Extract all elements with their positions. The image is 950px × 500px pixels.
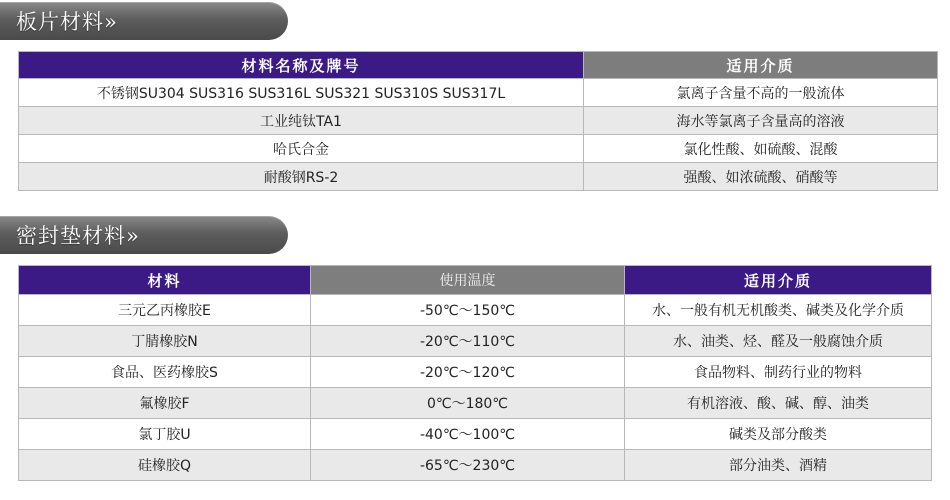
table-row: [19, 107, 938, 135]
cell-medium: 碱类及部分酸类: [625, 419, 932, 450]
cell-medium: 部分油类、酒精: [625, 450, 932, 481]
cell-medium: 强酸、如浓硫酸、硝酸等: [584, 163, 938, 191]
cell-material: 氯丁胶U: [19, 419, 311, 450]
table-header-row: [19, 266, 932, 295]
cell-material: 不锈钢SU304 SUS316 SUS316L SUS321 SUS310S SUS317L: [19, 79, 584, 107]
cell-medium: 氯化性酸、如硫酸、混酸: [584, 135, 938, 163]
table-row: [19, 326, 932, 357]
section-title-plate: 板片材料»: [16, 10, 118, 34]
cell-material: 食品、医药橡胶S: [19, 357, 311, 388]
cell-temperature: 0℃～180℃: [311, 388, 625, 419]
table-row: [19, 357, 932, 388]
cell-temperature: -40℃～100℃: [311, 419, 625, 450]
table-row: [19, 419, 932, 450]
table-row: [19, 135, 938, 163]
table-row: [19, 79, 938, 107]
cell-material: 三元乙丙橡胶E: [19, 295, 311, 326]
cell-medium: 水、油类、烃、醛及一般腐蚀介质: [625, 326, 932, 357]
cell-medium: 食品物料、制药行业的物料: [625, 357, 932, 388]
header-applicable-medium: 适用介质: [584, 52, 938, 79]
table-row: [19, 163, 938, 191]
cell-material: 丁腈橡胶N: [19, 326, 311, 357]
table-row: [19, 295, 932, 326]
cell-material: 工业纯钛TA1: [19, 107, 584, 135]
table-header-row: [19, 52, 938, 79]
header-applicable-medium: 适用介质: [625, 266, 932, 295]
header-material: 材料: [19, 266, 311, 295]
plate-materials-table: [18, 51, 938, 191]
section-tab-gasket-materials: [0, 216, 288, 254]
cell-temperature: -65℃～230℃: [311, 450, 625, 481]
cell-temperature: -20℃～110℃: [311, 326, 625, 357]
cell-medium: 水、一般有机无机酸类、碱类及化学介质: [625, 295, 932, 326]
cell-material: 耐酸钢RS-2: [19, 163, 584, 191]
cell-material: 哈氏合金: [19, 135, 584, 163]
gasket-materials-table: [18, 265, 932, 481]
section-tab-plate-materials: [0, 2, 288, 40]
section-title-gasket: 密封垫材料»: [16, 224, 140, 248]
cell-temperature: -20℃～120℃: [311, 357, 625, 388]
cell-material: 氟橡胶F: [19, 388, 311, 419]
cell-material: 硅橡胶Q: [19, 450, 311, 481]
cell-medium: 有机溶液、酸、碱、醇、油类: [625, 388, 932, 419]
header-operating-temperature: 使用温度: [311, 266, 625, 295]
cell-temperature: -50℃～150℃: [311, 295, 625, 326]
cell-medium: 海水等氯离子含量高的溶液: [584, 107, 938, 135]
table-row: [19, 388, 932, 419]
table-row: [19, 450, 932, 481]
cell-medium: 氯离子含量不高的一般流体: [584, 79, 938, 107]
header-material-name-grade: 材料名称及牌号: [19, 52, 584, 79]
